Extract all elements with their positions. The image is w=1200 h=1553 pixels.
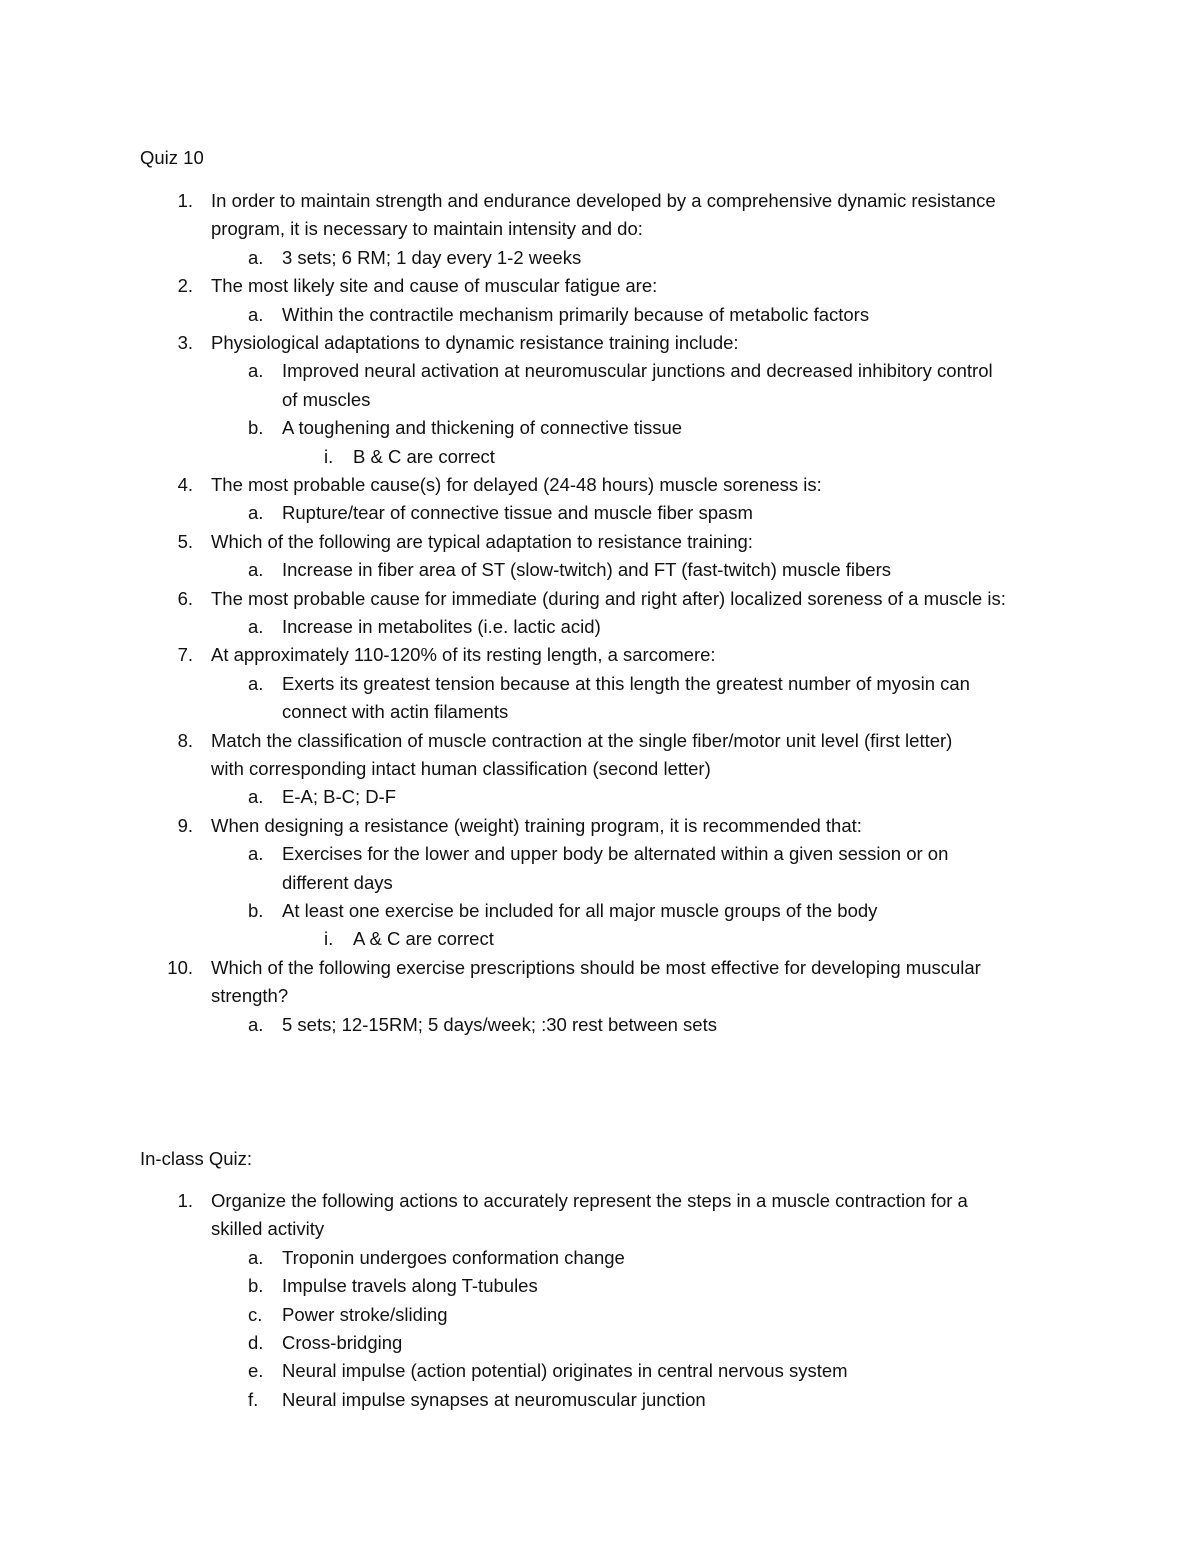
answer-text: Cross-bridging — [282, 1332, 403, 1353]
question-text: When designing a resistance (weight) training program, it is recommended that: — [211, 814, 862, 836]
answer-text: Within the contractile mechanism primarily because of metabolic factors — [282, 303, 870, 325]
answer-text: At least one exercise be included for all major muscle groups of the body — [282, 900, 878, 921]
question-number: 2. — [177, 275, 193, 297]
answer-marker: a. — [248, 360, 264, 382]
answer-marker: a. — [248, 672, 264, 694]
answer-marker: a. — [248, 1013, 264, 1035]
answer-text: Troponin undergoes conformation change — [282, 1246, 625, 1268]
answer-marker: b. — [248, 900, 264, 921]
answer-text: Increase in fiber area of ST (slow-twitch) and FT (fast-twitch) muscle fibers — [282, 559, 891, 581]
question-number: 1. — [177, 1190, 193, 1211]
question-number: 9. — [177, 814, 193, 836]
answer-marker: a. — [248, 616, 264, 637]
answer-marker: b. — [248, 1275, 264, 1297]
answer-marker: a. — [248, 786, 264, 808]
question-text: skilled activity — [211, 1218, 325, 1240]
answer-marker: c. — [248, 1303, 263, 1325]
answer-text: E-A; B-C; D-F — [282, 786, 397, 808]
roman-text: B & C are correct — [353, 445, 495, 467]
answer-marker: a. — [248, 843, 264, 865]
answer-text: Increase in metabolites (i.e. lactic acid) — [282, 616, 601, 637]
answer-text: different days — [282, 871, 393, 893]
answer-text: of muscles — [282, 388, 371, 410]
question-number: 8. — [177, 729, 193, 751]
question-number: 10. — [167, 956, 193, 978]
answer-marker: e. — [248, 1360, 264, 1382]
quiz10-heading: Quiz 10 — [140, 147, 204, 168]
question-text: Organize the following actions to accurately represent the steps in a muscle contraction for a — [211, 1190, 968, 1211]
answer-text: Power stroke/sliding — [282, 1303, 448, 1325]
answer-text: Impulse travels along T-tubules — [282, 1275, 538, 1297]
answer-marker: b. — [248, 417, 264, 439]
question-text: with corresponding intact human classification (second letter) — [211, 758, 711, 779]
roman-text: A & C are correct — [353, 928, 494, 950]
answer-text: 5 sets; 12-15RM; 5 days/week; :30 rest between sets — [282, 1013, 717, 1035]
question-text: Physiological adaptations to dynamic resistance training include: — [211, 332, 739, 353]
question-text: Which of the following are typical adaptation to resistance training: — [211, 530, 753, 552]
question-text: program, it is necessary to maintain intensity and do: — [211, 218, 643, 240]
answer-text: Neural impulse (action potential) originates in central nervous system — [282, 1360, 848, 1382]
roman-marker: i. — [324, 445, 334, 467]
question-text: The most probable cause(s) for delayed (24-48 hours) muscle soreness is: — [211, 474, 822, 495]
answer-marker: a. — [248, 303, 264, 325]
question-text: strength? — [211, 985, 289, 1007]
answer-text: Exercises for the lower and upper body be alternated within a given session or on — [282, 843, 949, 865]
answer-text: Improved neural activation at neuromuscular junctions and decreased inhibitory control — [282, 360, 993, 382]
question-text: In order to maintain strength and endurance developed by a comprehensive dynamic resistance — [211, 190, 996, 211]
question-text: Match the classification of muscle contraction at the single fiber/motor unit level (first letter) — [211, 729, 953, 751]
answer-marker: a. — [248, 1246, 264, 1268]
answer-marker: a. — [248, 246, 264, 268]
answer-text: 3 sets; 6 RM; 1 day every 1-2 weeks — [282, 246, 582, 268]
answer-marker: f. — [248, 1388, 259, 1410]
question-number: 5. — [177, 530, 193, 552]
question-text: The most likely site and cause of muscular fatigue are: — [211, 275, 658, 297]
inclass-heading: In-class Quiz: — [140, 1148, 253, 1169]
question-text: At approximately 110-120% of its resting length, a sarcomere: — [211, 644, 716, 666]
question-text: Which of the following exercise prescriptions should be most effective for developing muscular — [211, 956, 981, 978]
answer-text: Neural impulse synapses at neuromuscular junction — [282, 1388, 706, 1410]
answer-marker: d. — [248, 1332, 264, 1353]
question-number: 6. — [177, 587, 193, 609]
answer-marker: a. — [248, 559, 264, 581]
question-number: 3. — [177, 332, 193, 353]
answer-text: Rupture/tear of connective tissue and muscle fiber spasm — [282, 502, 753, 524]
question-text: The most probable cause for immediate (during and right after) localized soreness of a muscle is: — [211, 587, 1006, 609]
answer-text: Exerts its greatest tension because at this length the greatest number of myosin can — [282, 672, 970, 694]
question-number: 7. — [177, 644, 193, 666]
answer-marker: a. — [248, 502, 264, 524]
answer-text: A toughening and thickening of connective tissue — [282, 417, 683, 439]
question-number: 1. — [177, 190, 193, 211]
question-number: 4. — [177, 474, 193, 495]
roman-marker: i. — [324, 928, 334, 950]
answer-text: connect with actin filaments — [282, 701, 509, 723]
